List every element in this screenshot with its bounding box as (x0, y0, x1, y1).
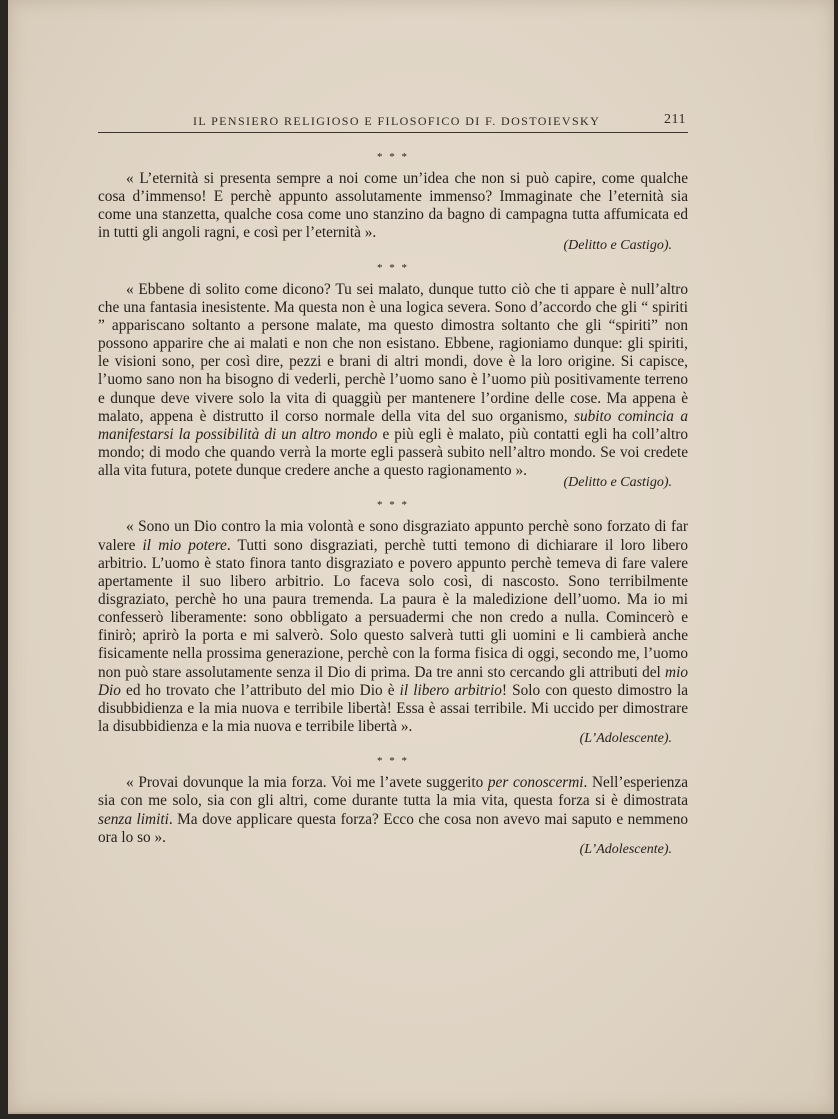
quote-text: « Provai dovunque la mia forza. Voi me l’avete suggerito (126, 774, 488, 792)
quote-emphasis: per conoscermi (487, 774, 584, 792)
section-separator: * * * (377, 499, 409, 512)
quote-text: « L’eternità si presenta sempre a noi come un’idea che non si può capire, come qualche cosa d’immenso! E perchè appunto assolutamente immenso? Immaginate che l’eternità sia come una stanzetta, qualche cosa come uno stanzino da bagno di campagna tutta affumicata ed in tutti gli angoli ragni, e così per l’eternità ». (98, 170, 688, 242)
quote-emphasis: il mio potere (142, 536, 227, 554)
quote-text: « Ebbene di solito come dicono? Tu sei malato, dunque tutto ciò che ti appare è null’altro che una fantasia inesistente. Ma questa non è una logica severa. Sono d’accordo che gli “ spiriti ” appariscano soltanto a persone malate, ma questo dimostra soltanto che gli “spiriti” non possono apparire che ai malati e non che non esistano. Ebbene, ragioniamo dunque: gli spiriti, le visioni sono, per così dire, pezzi e brani di altri mondi, dove è la loro origine. Si capisce, l’uomo sano non ha bisogno di vederli, perchè l’uomo sano è l’uomo più positivamente terreno e dunque deve vivere solo la vita di quaggiù per mantenere l’ordine delle cose. Ma appena è malato, appena è distrutto il corso normale della vita del suo organismo, (98, 280, 688, 425)
quote-text: . Tutti sono disgraziati, perchè tutti temono di dichiarare il loro libero arbitrio. L’uomo è stato finora tanto disgraziato e povero appunto perchè temeva di fare valere apertamente il suo libero arbitrio. Lo faceva solo così, di nascosto. Sono terribilmente disgraziato, perchè ho una paura tremenda. La paura è la maledizione dell’uomo. Ma io mi confesserò liberamente: sono obbligato a persuadermi che non credo a nulla. Comincerò e finirò; aprirò la porta e mi salverò. Solo questo salverà tutti gli uomini e li cambierà anche fisicamente nella prossima generazione, perchè con la forma fisica di oggi, secondo me, l’uomo non può stare assolutamente senza il Dio di prima. Da tre anni sto cercando gli attributi del (98, 536, 689, 681)
quote-source: (L’Adolescente). (579, 841, 672, 857)
quote-text: e più egli è malato, più contatti egli ha coll’altro mondo; di modo che quando verrà la morte egli passerà subito nell’altro mondo. Se voi credete alla vita futura, potete dunque credere anche a questo ragionamento ». (98, 425, 688, 480)
quote-text: . Nell’esperienza sia con me solo, sia con gli altri, come durante tutta la mia vita, questa forza si è dimostrata (98, 774, 688, 810)
body-text (98, 150, 688, 865)
running-title: IL PENSIERO RELIGIOSO E FILOSOFICO DI F. DOSTOIEVSKY (193, 114, 601, 128)
quote-paragraph (98, 774, 688, 847)
book-page (8, 0, 834, 1114)
quote-text: ! Solo con questo dimostro la disubbidienza e la mia nuova e terribile libertà! Essa è assai terribile. Mi uccido per dimostrare la disubbidienza e la mia nuova e terribile libertà ». (98, 681, 688, 736)
quote-paragraph (98, 281, 688, 481)
quote-paragraph (98, 518, 688, 736)
section-separator: * * * (377, 151, 409, 163)
quote-text: « Sono un Dio contro la mia volontà e sono disgraziato appunto perchè sono forzato di far valere (98, 518, 688, 554)
quote-emphasis: il libero arbitrio (399, 681, 502, 699)
quote-emphasis: subito comincia a manifestarsi la possibilità di un altro mondo (98, 407, 688, 443)
quote-source: (Delitto e Castigo). (563, 475, 672, 491)
section-separator: * * * (377, 261, 409, 274)
quote-source: (L’Adolescente). (579, 731, 672, 747)
quote-text: ed ho trovato che l’attributo del mio Dio è (120, 681, 400, 699)
quote-emphasis: mio Dio (98, 663, 688, 699)
header-rule (98, 132, 688, 133)
quote-emphasis: senza limiti (98, 810, 169, 828)
page-number: 211 (664, 112, 686, 127)
section-separator: * * * (377, 755, 409, 768)
quote-paragraph (98, 170, 688, 243)
running-header (98, 112, 688, 132)
quote-text: . Ma dove applicare questa forza? Ecco che cosa non avevo mai saputo e nemmeno ora lo so ». (98, 810, 688, 846)
quote-source: (Delitto e Castigo). (563, 237, 672, 253)
